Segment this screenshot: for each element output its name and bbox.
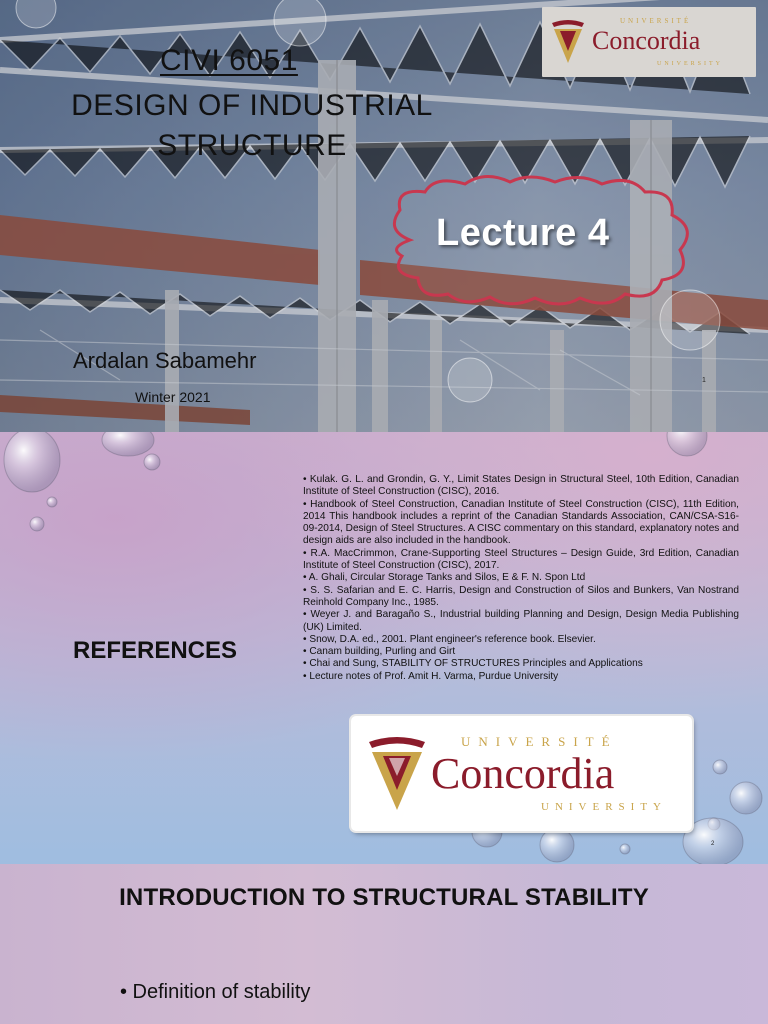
- logo-university-text: UNIVERSITY: [657, 61, 723, 67]
- reference-item: • S. S. Safarian and E. C. Harris, Design and Construction of Silos and Bunkers, Van Nostrand Reinhold Company Inc., 1985.: [303, 584, 739, 608]
- lecture-number: Lecture 4: [436, 212, 610, 254]
- logo-concordia-text: Concordia: [431, 749, 615, 798]
- slide-2-references: [0, 432, 768, 864]
- reference-item: • Handbook of Steel Construction, Canadian Institute of Steel Construction (CISC), 11th Edition, 2014 This handbook includes a reprint of the Canadian Standards Association, CAN/CSA-S16-09-2014, Design of Steel Structures. A CISC commentary on this standard, explanatory notes and design aids are also included in the handbook.: [303, 498, 739, 547]
- course-title-line-2: STRUCTURE: [157, 129, 347, 162]
- term: Winter 2021: [135, 389, 211, 405]
- reference-item: • R.A. MacCrimmon, Crane-Supporting Steel Structures – Design Guide, 3rd Edition, Canadian Institute of Steel Construction (CISC), 2017.: [303, 547, 739, 572]
- slide-number: 1: [702, 377, 706, 384]
- reference-item: • A. Ghali, Circular Storage Tanks and Silos, E & F. N. Spon Ltd: [303, 572, 586, 584]
- slide-number: 2: [711, 841, 715, 847]
- reference-item: • Chai and Sung, STABILITY OF STRUCTURES Principles and Applications: [303, 658, 643, 670]
- concordia-logo: [542, 7, 756, 77]
- reference-item: • Lecture notes of Prof. Amit H. Varma, Purdue University: [303, 670, 559, 682]
- logo-concordia-text: Concordia: [592, 26, 701, 55]
- logo-universite-text: UNIVERSITÉ: [620, 17, 692, 25]
- course-title-line-1: DESIGN OF INDUSTRIAL: [71, 89, 433, 122]
- logo-university-text: UNIVERSITY: [541, 801, 667, 813]
- reference-item: • Canam building, Purling and Girt: [303, 646, 456, 658]
- slide-1-title: [0, 0, 768, 432]
- course-title: [52, 86, 452, 166]
- slide-title: INTRODUCTION TO STRUCTURAL STABILITY: [119, 884, 649, 911]
- references-list: [303, 474, 739, 683]
- references-heading: REFERENCES: [73, 637, 238, 664]
- reference-item: • Kulak. G. L. and Grondin, G. Y., Limit States Design in Structural Steel, 10th Edition, Canadian Institute of Steel Construction (CISC), 2016.: [303, 474, 739, 498]
- author-name: Ardalan Sabamehr: [73, 348, 257, 373]
- slide-3-introduction: [0, 864, 768, 1024]
- logo-universite-text: UNIVERSITÉ: [461, 734, 618, 749]
- course-code: CIVI 6051: [160, 44, 298, 77]
- bullet-item: • Definition of stability: [120, 981, 311, 1003]
- reference-item: • Weyer J. and Baragaño S., Industrial building Planning and Design, Design Media Publishing (UK) Limited.: [303, 609, 739, 633]
- concordia-logo-large: [351, 716, 692, 831]
- reference-item: • Snow, D.A. ed., 2001. Plant engineer's reference book. Elsevier.: [303, 633, 596, 645]
